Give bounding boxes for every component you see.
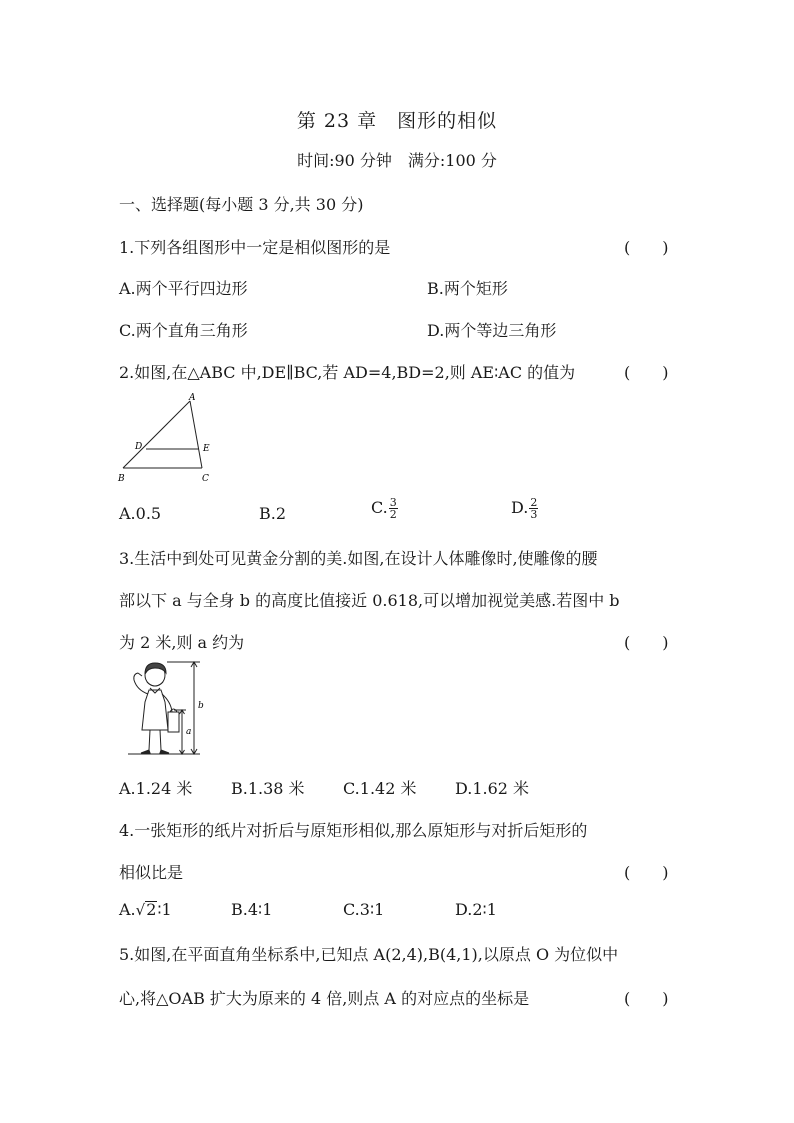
- question-1-option-b: B.两个矩形: [427, 279, 508, 298]
- sqrt-two: 2: [146, 900, 157, 919]
- question-3-option-b: B.1.38 米: [231, 779, 305, 798]
- label-d: D: [135, 442, 143, 452]
- question-2-option-d: D. $\frac{2}{3}$: [511, 496, 538, 521]
- question-3-option-d: D.1.62 米: [455, 779, 530, 798]
- statue-figure: [124, 660, 216, 758]
- label-b: B: [118, 474, 125, 484]
- question-3-stem-line-3: 为 2 米,则 a 约为: [119, 633, 245, 652]
- question-2-answer-blank: ( ): [624, 363, 669, 382]
- question-4-option-d: D.2∶1: [455, 900, 497, 919]
- question-3-stem-line-1: 3.生活中到处可见黄金分割的美.如图,在设计人体雕像时,使雕像的腰: [119, 549, 598, 568]
- question-4-stem-line-1: 4.一张矩形的纸片对折后与原矩形相似,那么原矩形与对折后矩形的: [119, 821, 588, 840]
- fraction-two-thirds: $\frac{2}{3}$: [530, 496, 538, 521]
- question-4-option-a: A.√2∶1: [119, 900, 172, 919]
- label-e: E: [203, 444, 210, 454]
- question-2-option-a: A.0.5: [119, 504, 162, 523]
- label-a: A: [189, 393, 196, 403]
- question-2-option-b: B.2: [259, 504, 287, 523]
- question-1-option-c: C.两个直角三角形: [119, 321, 248, 340]
- exam-info: 时间:90 分钟 满分:100 分: [297, 151, 497, 170]
- question-5-stem-line-1: 5.如图,在平面直角坐标系中,已知点 A(2,4),B(4,1),以原点 O 为位似中: [119, 945, 619, 964]
- question-1-stem: 1.下列各组图形中一定是相似图形的是: [119, 238, 391, 257]
- label-c: C: [202, 474, 209, 484]
- question-5-answer-blank: ( ): [624, 989, 669, 1008]
- question-4-answer-blank: ( ): [624, 863, 669, 882]
- question-3-stem-line-2: 部以下 a 与全身 b 的高度比值接近 0.618,可以增加视觉美感.若图中 b: [119, 591, 620, 610]
- section-heading: 一、选择题(每小题 3 分,共 30 分): [119, 195, 364, 214]
- question-3-option-a: A.1.24 米: [119, 779, 193, 798]
- question-4-stem-line-2: 相似比是: [119, 863, 184, 882]
- question-4-option-b: B.4∶1: [231, 900, 273, 919]
- question-3-option-c: C.1.42 米: [343, 779, 417, 798]
- question-2-stem: 2.如图,在△ABC 中,DE∥BC,若 AD=4,BD=2,则 AE∶AC 的值为: [119, 363, 576, 382]
- question-2-option-c: C. $\frac{3}{2}$: [371, 496, 397, 521]
- page-title: 第 23 章 图形的相似: [296, 110, 498, 132]
- label-a-height: a: [186, 727, 192, 737]
- fraction-three-halves: $\frac{3}{2}$: [389, 496, 397, 521]
- question-1-answer-blank: ( ): [624, 238, 669, 257]
- question-1-option-a: A.两个平行四边形: [119, 279, 248, 298]
- question-5-stem-line-2: 心,将△OAB 扩大为原来的 4 倍,则点 A 的对应点的坐标是: [119, 989, 530, 1008]
- question-4-option-c: C.3∶1: [343, 900, 385, 919]
- question-3-answer-blank: ( ): [624, 633, 669, 652]
- question-1-option-d: D.两个等边三角形: [427, 321, 557, 340]
- label-b-height: b: [198, 701, 204, 711]
- triangle-figure: [114, 392, 224, 487]
